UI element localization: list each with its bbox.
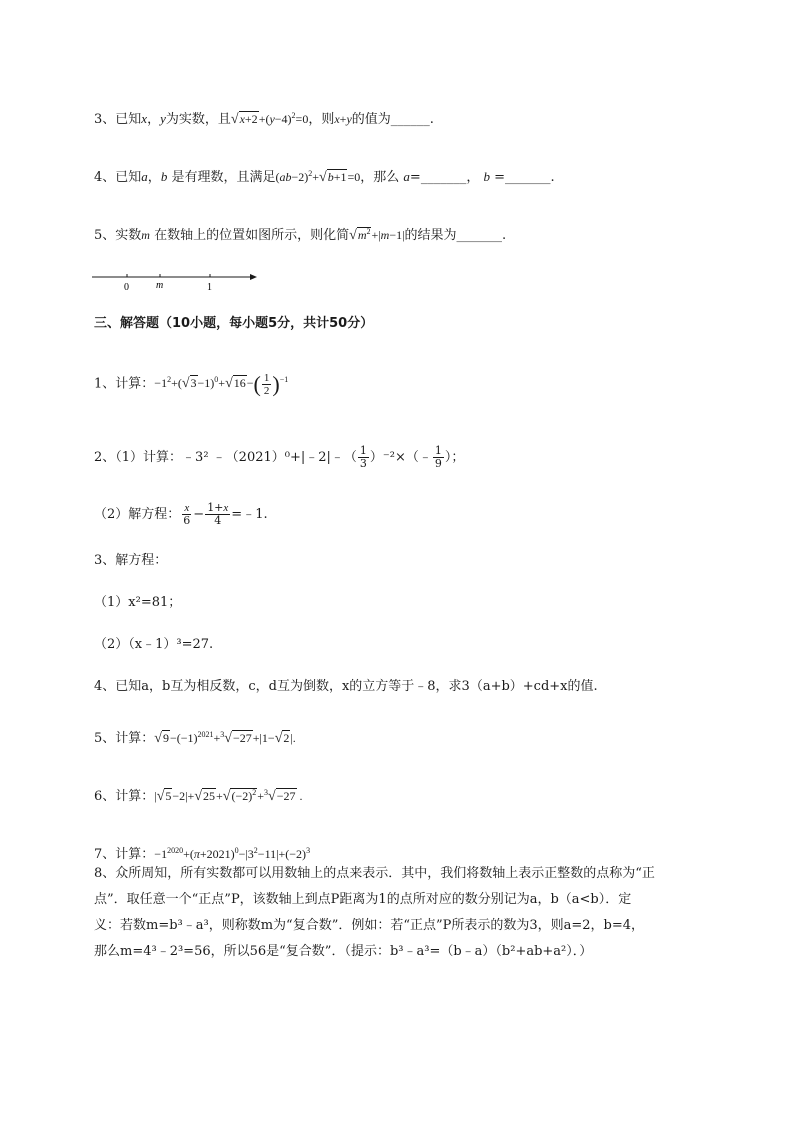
answer-blank[interactable]: =_______， bbox=[409, 170, 480, 185]
problem-7: 7、计算：$-1^{2020}+(\pi+2021)^0-|3^2-11|+(-2)^3$ bbox=[94, 846, 311, 862]
formula-q4: $(ab-2)^2+√b+1=0$ bbox=[275, 169, 361, 185]
question-3: 3、已知x，y为实数，且$√x+2+(y-4)^2=0$，则x+y的值为______. bbox=[94, 111, 434, 127]
problem-3: 3、解方程： bbox=[94, 553, 168, 568]
problem-4: 4、已知a，b互为相反数，c，d互为倒数，x的立方等于﹣8，求3（a+b）+cd+x的值. bbox=[94, 679, 598, 694]
formula-p1: $-1^2+(√3-1)^0+√16-$( $\frac{1}{2}$ )$^{-1}$ bbox=[154, 371, 289, 397]
problem-3-eq-2: （2）（x﹣1）³=27. bbox=[94, 637, 214, 652]
formula-p7: $-1^{2020}+(\pi+2021)^0-|3^2-11|+(-2)^3$ bbox=[154, 846, 311, 861]
formula-q5: $√m^2+|m-1|$ bbox=[349, 227, 405, 243]
problem-8: 8、众所周知，所有实数都可以用数轴上的点来表示．其中，我们将数轴上表示正整数的点称为“正 点”．取任意一个“正点”P，该数轴上到点P距离为1的点所对应的数分别记为a，b（a<b）．定 义：若数m=b³﹣a³，则称数m为“复合数”．例如：若“正点”P所表示的数为3，则a=2，b=4， 那么m=4³﹣2³=56，所以56是“复合数”．（提示：b³﹣a³=（b﹣a）（b²+ab+a²）．） bbox=[94, 866, 655, 959]
problem-6: 6、计算：$|√5-2|+√25+√(-2)^2+^3√-27$ . bbox=[94, 788, 303, 804]
problem-2-part-1: 2、（1）计算：﹣3² ﹣（2021）⁰+|﹣2|﹣（ $\frac{1}{3}$ ）⁻²×（﹣ $\frac{1}{9}$ ）； bbox=[94, 444, 465, 470]
tick-label-0: 0 bbox=[124, 282, 129, 293]
answer-blank[interactable]: ______. bbox=[390, 112, 434, 127]
number-line bbox=[90, 268, 260, 294]
section-heading: 三、解答题（10小题，每小题5分，共计50分） bbox=[94, 316, 374, 331]
answer-blank[interactable]: =_______. bbox=[494, 170, 555, 185]
formula-p6: $|√5-2|+√25+√(-2)^2+^3√-27$ . bbox=[154, 788, 303, 804]
formula-q3: $√x+2+(y-4)^2=0$ bbox=[230, 111, 309, 127]
tick-label-1: 1 bbox=[207, 282, 212, 293]
problem-3-eq-1: （1）x²=81； bbox=[94, 595, 182, 610]
problem-5: 5、计算：$√9-(-1)^{2021}+^3√-27+|1-√2|$. bbox=[94, 730, 296, 746]
problem-2-part-2: （2）解方程： $\frac{x}{6}$ − $\frac{1+x}{4}$ =﹣1. bbox=[94, 501, 268, 527]
formula-p5: $√9-(-1)^{2021}+^3√-27+|1-√2|$. bbox=[154, 730, 296, 746]
answer-blank[interactable]: _______. bbox=[456, 228, 507, 243]
problem-1: 1、计算：$-1^2+(√3-1)^0+√16-$( $\frac{1}{2}$ )$^{-1}$ bbox=[94, 371, 289, 397]
question-4: 4、已知a，b 是有理数，且满足$(ab-2)^2+√b+1=0$，那么 a=_______， b =_______. bbox=[94, 169, 555, 185]
question-5: 5、实数m 在数轴上的位置如图所示，则化简$√m^2+|m-1|$的结果为_______. bbox=[94, 227, 507, 243]
tick-label-m: m bbox=[156, 280, 164, 291]
